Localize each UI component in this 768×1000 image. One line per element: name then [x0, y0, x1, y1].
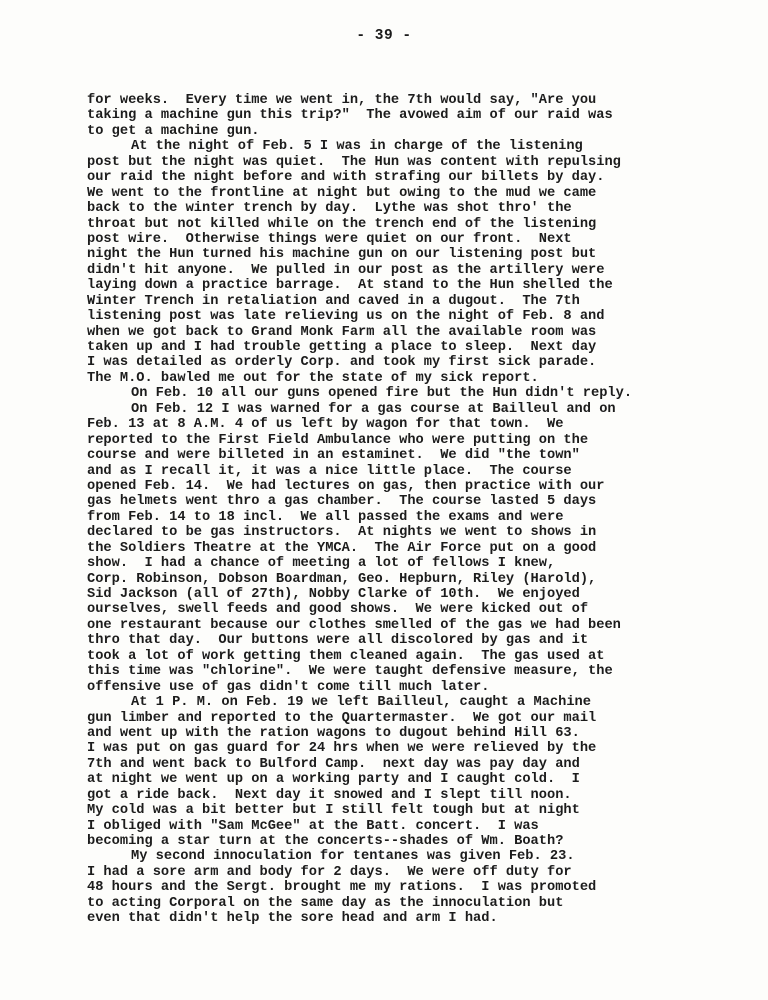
text-line: On Feb. 10 all our guns opened fire but the Hun didn't reply.	[131, 386, 633, 402]
text-line: got a ride back. Next day it snowed and I slept till noon.	[87, 787, 572, 803]
text-line: even that didn't help the sore head and arm I had.	[87, 911, 498, 927]
text-line: post wire. Otherwise things were quiet on our front. Next	[87, 231, 572, 247]
text-line: reported to the First Field Ambulance who were putting on the	[87, 432, 589, 448]
text-line: gun limber and reported to the Quartermaster. We got our mail	[87, 710, 597, 726]
text-line: taking a machine gun this trip?" The avowed aim of our raid was	[87, 108, 613, 124]
text-line: 48 hours and the Sergt. brought me my rations. I was promoted	[87, 880, 597, 896]
text-line: to acting Corporal on the same day as the innoculation but	[87, 895, 564, 911]
body-text	[87, 93, 727, 927]
text-line: at night we went up on a working party and I caught cold. I	[87, 772, 580, 788]
text-line: We went to the frontline at night but owing to the mud we came	[87, 185, 597, 201]
text-line: Winter Trench in retaliation and caved in a dugout. The 7th	[87, 293, 580, 309]
text-line: to get a machine gun.	[87, 123, 260, 139]
text-line: I obliged with "Sam McGee" at the Batt. concert. I was	[87, 818, 539, 834]
text-line: Feb. 13 at 8 A.M. 4 of us left by wagon for that town. We	[87, 417, 564, 433]
text-line: show. I had a chance of meeting a lot of fellows I knew,	[87, 556, 556, 572]
text-line: back to the winter trench by day. Lythe was shot thro' the	[87, 201, 572, 217]
text-line: thro that day. Our buttons were all discolored by gas and it	[87, 633, 589, 649]
text-line: laying down a practice barrage. At stand to the Hun shelled the	[87, 278, 613, 294]
text-line: one restaurant because our clothes smelled of the gas we had been	[87, 617, 621, 633]
text-line: this time was "chlorine". We were taught defensive measure, the	[87, 664, 613, 680]
text-line: from Feb. 14 to 18 incl. We all passed the exams and were	[87, 509, 564, 525]
text-line: listening post was late relieving us on the night of Feb. 8 and	[87, 309, 605, 325]
text-line: Corp. Robinson, Dobson Boardman, Geo. Hepburn, Riley (Harold),	[87, 571, 597, 587]
text-line: night the Hun turned his machine gun on our listening post but	[87, 247, 597, 263]
text-line: the Soldiers Theatre at the YMCA. The Air Force put on a good	[87, 540, 597, 556]
text-line: Sid Jackson (all of 27th), Nobby Clarke of 10th. We enjoyed	[87, 587, 580, 602]
text-line: took a lot of work getting them cleaned again. The gas used at	[87, 648, 605, 664]
text-line: post but the night was quiet. The Hun was content with repulsing	[87, 154, 621, 170]
text-line: when we got back to Grand Monk Farm all the available room was	[87, 324, 597, 340]
text-line: opened Feb. 14. We had lectures on gas, then practice with our	[87, 478, 605, 494]
text-line: taken up and I had trouble getting a place to sleep. Next day	[87, 340, 597, 355]
text-line: My cold was a bit better but I still felt tough but at night	[87, 803, 580, 819]
text-line: 7th and went back to Bulford Camp. next day was pay day and	[87, 756, 580, 772]
text-line: The M.O. bawled me out for the state of my sick report.	[87, 370, 539, 386]
text-line: I was detailed as orderly Corp. and took my first sick parade.	[87, 355, 597, 371]
text-line: throat but not killed while on the trench end of the listening	[87, 216, 597, 232]
text-line: I had a sore arm and body for 2 days. We were off duty for	[87, 864, 572, 880]
text-line: gas helmets went thro a gas chamber. The course lasted 5 days	[87, 494, 597, 510]
text-line: My second innoculation for tentanes was given Feb. 23.	[131, 849, 575, 865]
text-line: At 1 P. M. on Feb. 19 we left Bailleul, caught a Machine	[131, 695, 591, 711]
text-line: and as I recall it, it was a nice little place. The course	[87, 463, 572, 479]
text-line: our raid the night before and with strafing our billets by day.	[87, 170, 605, 186]
text-line: becoming a star turn at the concerts--shades of Wm. Boath?	[87, 834, 564, 849]
text-line: didn't hit anyone. We pulled in our post as the artillery were	[87, 262, 605, 278]
text-line: ourselves, swell feeds and good shows. We were kicked out of	[87, 602, 589, 618]
text-line: and went up with the ration wagons to dugout behind Hill 63.	[87, 725, 580, 741]
text-line: declared to be gas instructors. At nights we went to shows in	[87, 525, 597, 541]
text-line: I was put on gas guard for 24 hrs when we were relieved by the	[87, 741, 597, 757]
page-number: - 39 -	[356, 28, 412, 44]
text-line: On Feb. 12 I was warned for a gas course at Bailleul and on	[131, 401, 616, 417]
text-line: for weeks. Every time we went in, the 7th would say, "Are you	[87, 93, 597, 108]
text-line: offensive use of gas didn't come till much later.	[87, 679, 490, 695]
text-line: At the night of Feb. 5 I was in charge of the listening	[131, 139, 583, 155]
text-line: course and were billeted in an estaminet. We did "the town"	[87, 448, 580, 464]
